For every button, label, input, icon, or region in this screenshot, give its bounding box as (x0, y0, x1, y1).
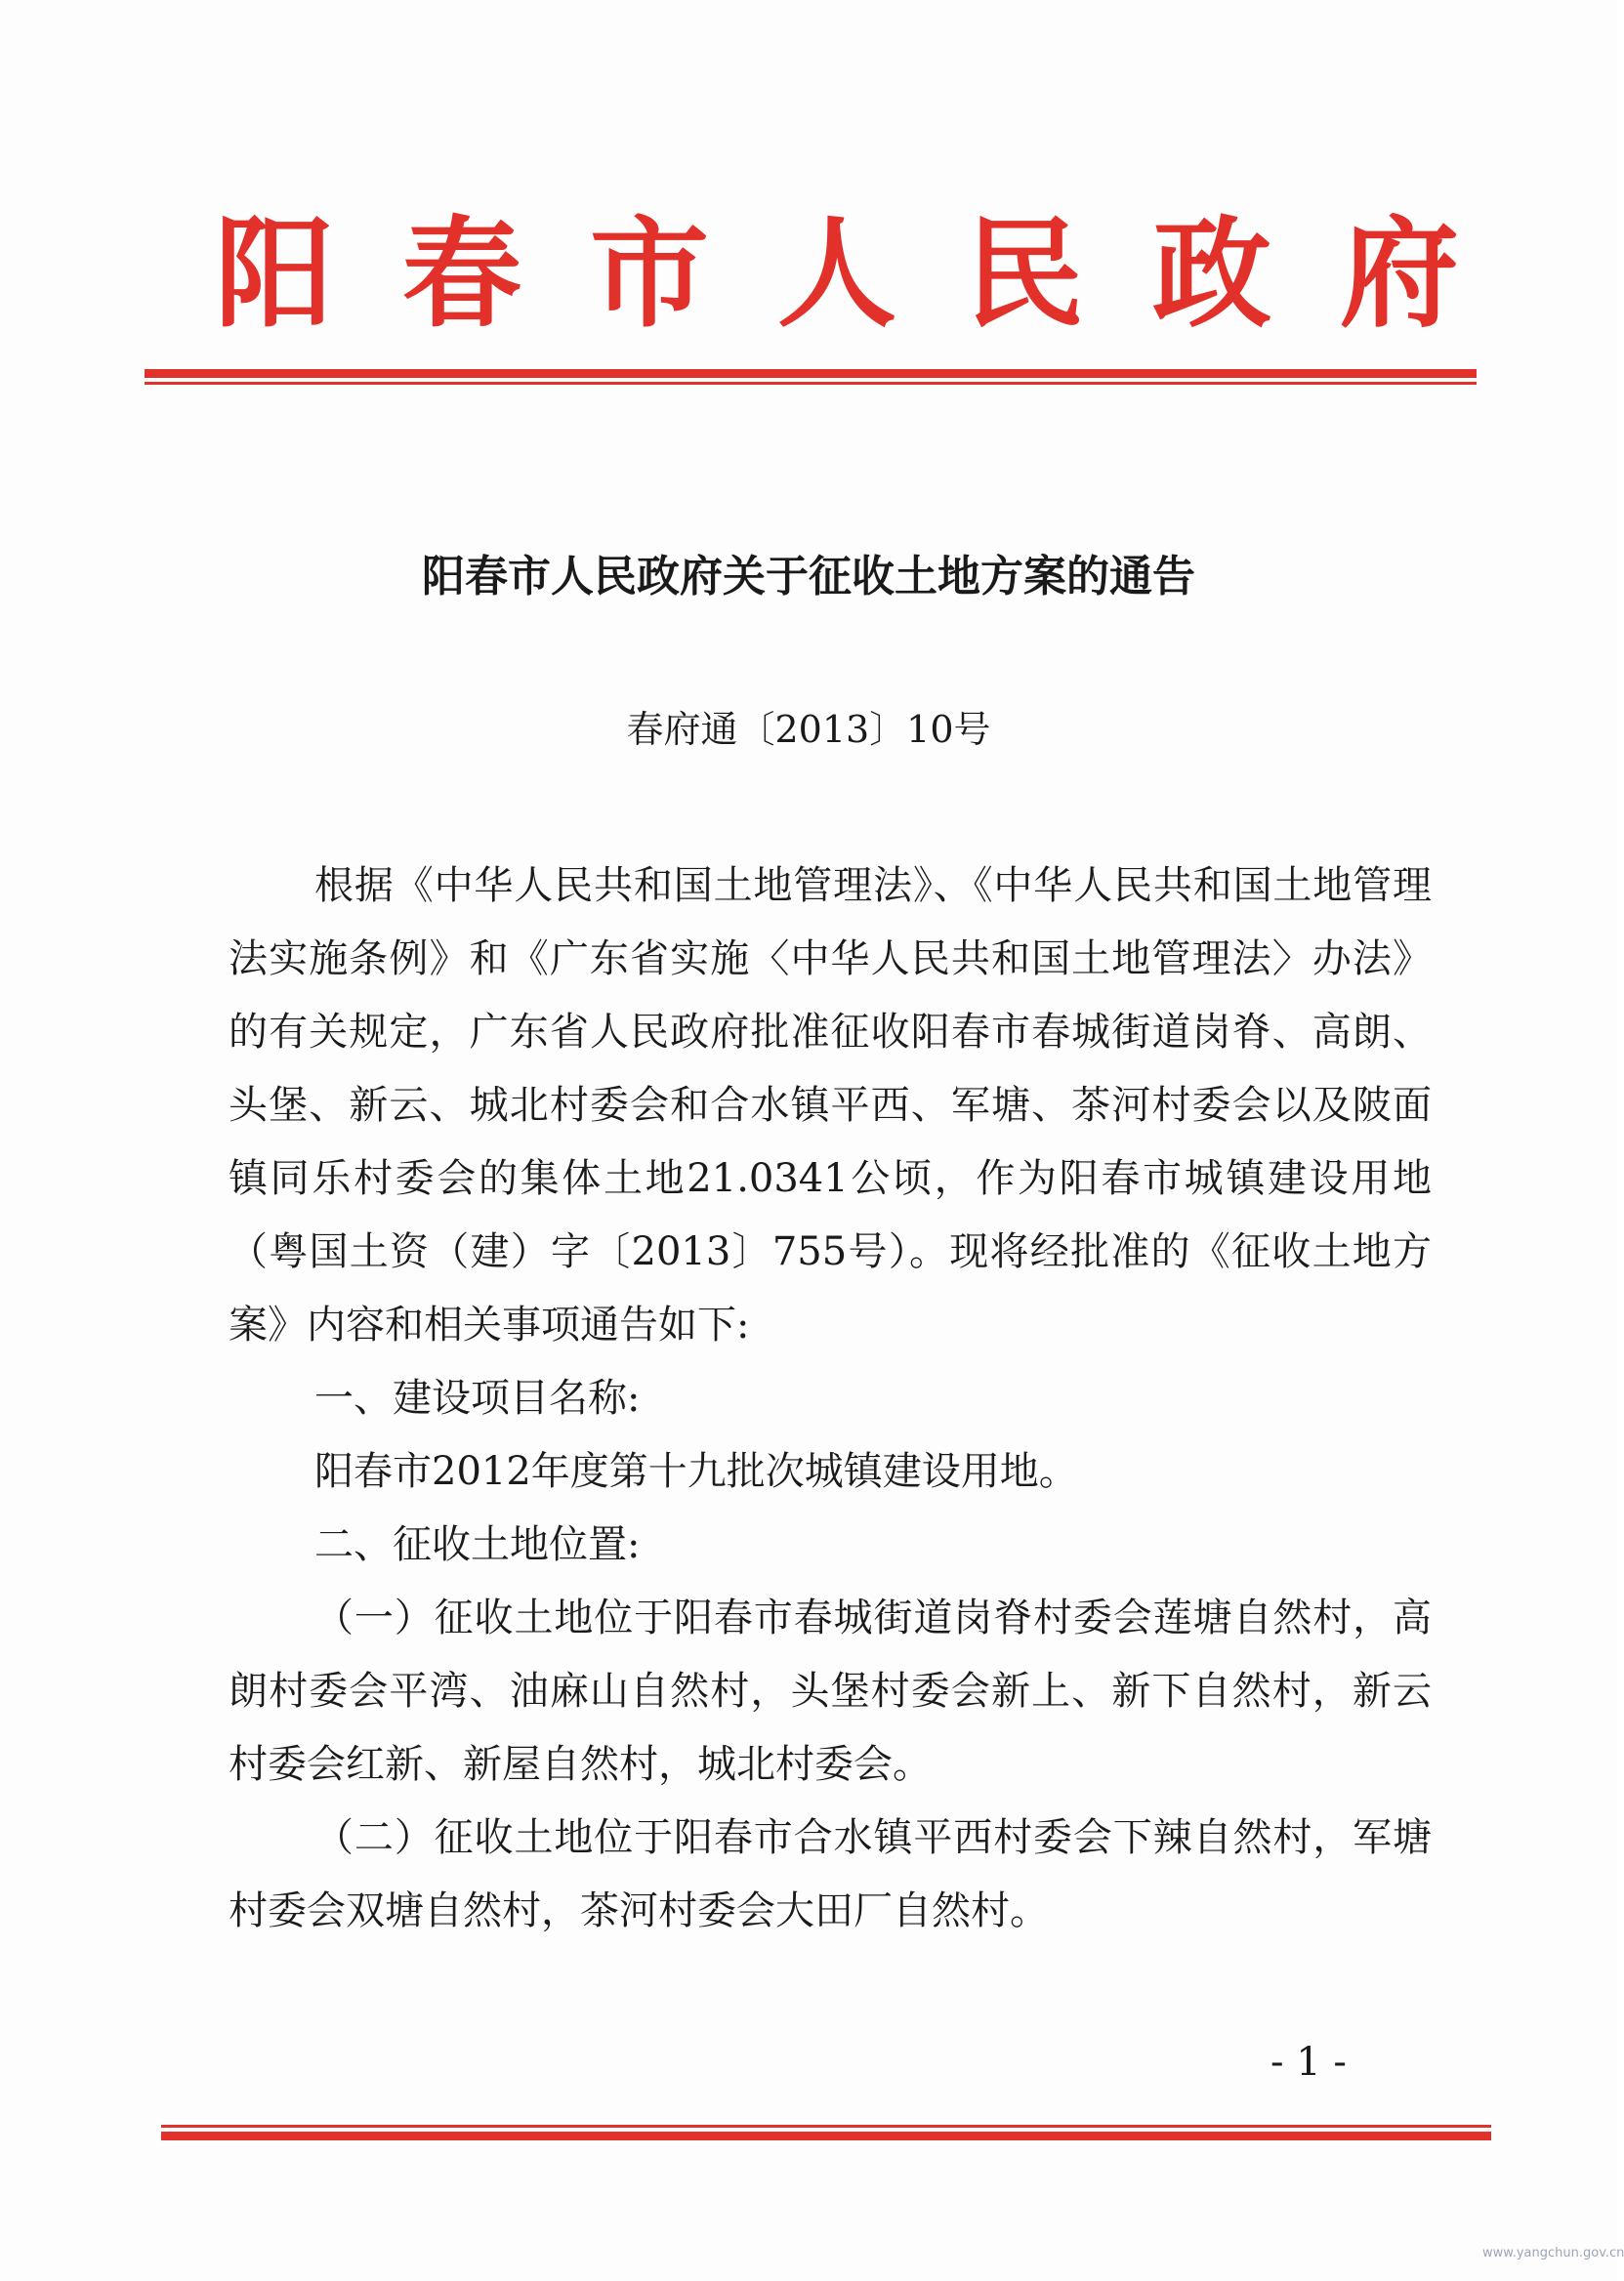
document-number: 春府通〔2013〕10号 (626, 708, 991, 751)
body-paragraph: （一）征收土地位于阳春市春城街道岗脊村委会莲塘自然村，高朗村委会平湾、油麻山自然村，头堡村委会新上、新下自然村，新云村委会红新、新屋自然村，城北村委会。 (229, 1596, 1432, 1787)
masthead-divider-thick (145, 369, 1477, 378)
masthead-divider-thin (145, 382, 1477, 385)
section-heading: 二、征收土地位置: (314, 1522, 641, 1567)
page-number: - 1 - (1270, 2040, 1347, 2085)
footer-divider-thick (161, 2132, 1491, 2140)
document-body (229, 850, 1432, 1948)
section-heading: 一、建设项目名称: (314, 1376, 641, 1421)
site-watermark: www.yangchun.gov.cn (1482, 2246, 1624, 2260)
body-paragraph: （二）征收土地位于阳春市合水镇平西村委会下辣自然村，军塘村委会双塘自然村，茶河村委会大田厂自然村。 (229, 1815, 1432, 1933)
footer-divider-thin (161, 2125, 1491, 2128)
body-paragraph: 根据《中华人民共和国土地管理法》、《中华人民共和国土地管理法实施条例》和《广东省实施〈中华人民共和国土地管理法〉办法》的有关规定，广东省人民政府批准征收阳春市春城街道岗脊、高朗、头堡、新云、城北村委会和合水镇平西、军塘、茶河村委会以及陂面镇同乐村委会的集体土地21.0341公顷，作为阳春市城镇建设用地（粤国土资（建）字〔2013〕755号）。现将经批准的《征收土地方案》内容和相关事项通告如下: (229, 863, 1432, 1348)
body-paragraph: 阳春市2012年度第十九批次城镇建设用地。 (314, 1449, 1078, 1494)
document-title: 阳春市人民政府关于征收土地方案的通告 (422, 552, 1195, 601)
masthead-title: 阳春市人民政府 (215, 203, 1527, 344)
